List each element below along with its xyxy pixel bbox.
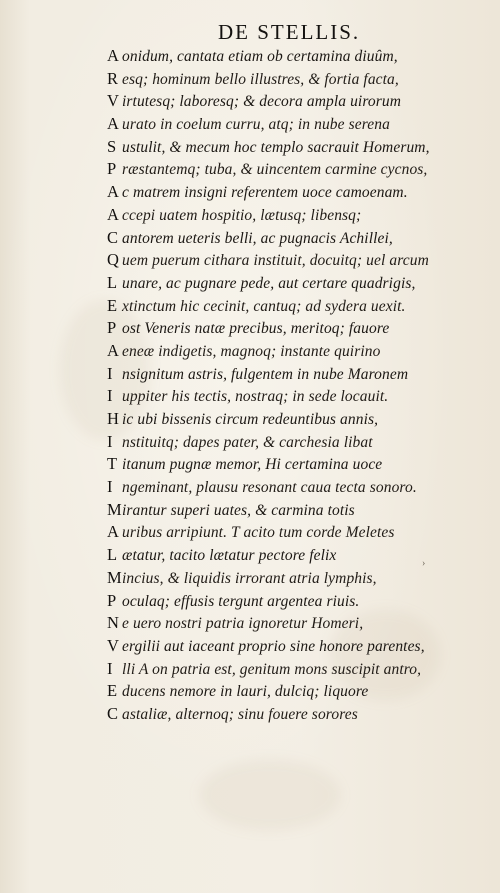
verse-text: xtinctum hic cecinit, cantuq; ad sydera uexit. bbox=[122, 297, 406, 315]
paper-stain bbox=[200, 760, 340, 830]
verse-text: ccepi uatem hospitio, lætusq; libensq; bbox=[122, 206, 362, 224]
verse-text: c matrem insigni referentem uoce camoenam. bbox=[122, 184, 408, 202]
verse-initial: T bbox=[107, 454, 118, 474]
verse-initial: P bbox=[107, 590, 117, 610]
verse-initial: I bbox=[107, 363, 113, 383]
verse-line bbox=[107, 90, 437, 113]
verse-line bbox=[107, 295, 437, 318]
verse-initial: P bbox=[107, 318, 117, 338]
verse-text: nsignitum astris, fulgentem in nube Maronem bbox=[122, 365, 409, 383]
verse-initial: M bbox=[107, 499, 122, 519]
margin-mark: › bbox=[422, 558, 426, 569]
verse-text: nstituitq; dapes pater, & carchesia libat bbox=[122, 433, 373, 451]
verse-text: uppiter his tectis, nostraq; in sede locauit. bbox=[122, 388, 389, 406]
verse-text: ustulit, & mecum hoc templo sacrauit Homerum, bbox=[122, 138, 430, 156]
verse-initial: A bbox=[107, 182, 119, 202]
verse-text: ducens nemore in lauri, dulciq; liquore bbox=[122, 683, 369, 701]
verse-text: astaliæ, alternoq; sinu fouere sorores bbox=[122, 705, 358, 723]
verse-initial: V bbox=[107, 91, 119, 111]
verse-line bbox=[107, 590, 437, 613]
verse-line bbox=[107, 476, 437, 499]
verse-initial: A bbox=[107, 204, 119, 224]
verse-initial: N bbox=[107, 613, 119, 633]
verse-initial: V bbox=[107, 635, 119, 655]
verse-text: urato in coelum curru, atq; in nube serena bbox=[122, 116, 390, 134]
verse-text: ost Veneris natæ precibus, meritoq; fauore bbox=[122, 320, 390, 338]
verse-line bbox=[107, 113, 437, 136]
verse-initial: L bbox=[107, 545, 118, 565]
verse-initial: A bbox=[107, 46, 119, 65]
verse-line bbox=[107, 136, 437, 159]
verse-initial: H bbox=[107, 409, 119, 428]
verse-text: ræstantemq; tuba, & uincentem carmine cycnos, bbox=[122, 161, 428, 179]
verse-text: incius, & liquidis irrorant atria lymphis, bbox=[122, 569, 377, 587]
verse-text: uem puerum cithara instituit, docuitq; uel arcum bbox=[122, 252, 429, 270]
verse-text: e uero nostri patria ignoretur Homeri, bbox=[122, 615, 364, 633]
verse-initial: C bbox=[107, 703, 119, 723]
verse-line bbox=[107, 499, 437, 522]
verse-line bbox=[107, 181, 437, 204]
verse-initial: P bbox=[107, 159, 117, 179]
poem-text bbox=[107, 45, 437, 726]
verse-line bbox=[107, 658, 437, 681]
verse-text: irtutesq; laboresq; & decora ampla uirorum bbox=[122, 93, 402, 111]
verse-initial: I bbox=[107, 658, 113, 678]
verse-line bbox=[107, 45, 437, 68]
verse-line bbox=[107, 431, 437, 454]
verse-line bbox=[107, 340, 437, 363]
verse-line bbox=[107, 612, 437, 635]
verse-text: onidum, cantata etiam ob certamina diuûm, bbox=[122, 48, 398, 65]
verse-initial: E bbox=[107, 295, 118, 315]
verse-initial: E bbox=[107, 681, 118, 701]
verse-line bbox=[107, 544, 437, 567]
verse-text: esq; hominum bello illustres, & fortia facta, bbox=[122, 70, 399, 88]
verse-line bbox=[107, 385, 437, 408]
verse-text: ergilii aut iaceant proprio sine honore parentes, bbox=[122, 637, 425, 655]
verse-text: uribus arripiunt. T acito tum corde Meletes bbox=[122, 524, 395, 542]
verse-line bbox=[107, 635, 437, 658]
verse-initial: I bbox=[107, 431, 113, 451]
verse-line bbox=[107, 272, 437, 295]
verse-line bbox=[107, 680, 437, 703]
verse-text: antorem ueteris belli, ac pugnacis Achillei, bbox=[122, 229, 393, 247]
verse-text: oculaq; effusis tergunt argentea riuis. bbox=[122, 592, 360, 610]
verse-line bbox=[107, 703, 437, 726]
verse-initial: L bbox=[107, 272, 118, 292]
running-header: DE STELLIS. bbox=[218, 20, 361, 44]
verse-line bbox=[107, 453, 437, 476]
verse-line bbox=[107, 249, 437, 272]
verse-text: eneæ indigetis, magnoq; instante quirino bbox=[122, 342, 381, 360]
verse-text: lli A on patria est, genitum mons suscipit antro, bbox=[122, 660, 422, 678]
verse-initial: I bbox=[107, 386, 113, 406]
verse-initial: M bbox=[107, 567, 122, 587]
verse-initial: R bbox=[107, 68, 119, 88]
verse-line bbox=[107, 158, 437, 181]
verse-initial: S bbox=[107, 136, 117, 156]
verse-text: ngeminant, plausu resonant caua tecta sonoro. bbox=[122, 479, 417, 497]
verse-line bbox=[107, 363, 437, 386]
verse-line bbox=[107, 408, 437, 431]
verse-line bbox=[107, 204, 437, 227]
verse-initial: A bbox=[107, 340, 119, 360]
verse-initial: C bbox=[107, 227, 119, 247]
verse-text: unare, ac pugnare pede, aut certare quadrigis, bbox=[122, 274, 416, 292]
verse-line bbox=[107, 521, 437, 544]
verse-text: itanum pugnæ memor, Hi certamina uoce bbox=[122, 456, 383, 474]
verse-text: ic ubi bissenis circum redeuntibus annis, bbox=[122, 411, 379, 428]
verse-initial: A bbox=[107, 522, 119, 542]
verse-line bbox=[107, 68, 437, 91]
verse-initial: I bbox=[107, 477, 113, 497]
verse-line bbox=[107, 317, 437, 340]
verse-initial: A bbox=[107, 114, 119, 134]
verse-text: irantur superi uates, & carmina totis bbox=[122, 501, 355, 519]
verse-initial: Q bbox=[107, 250, 119, 270]
verse-line bbox=[107, 567, 437, 590]
verse-text: ætatur, tacito lætatur pectore felix bbox=[122, 547, 337, 565]
verse-line bbox=[107, 227, 437, 250]
